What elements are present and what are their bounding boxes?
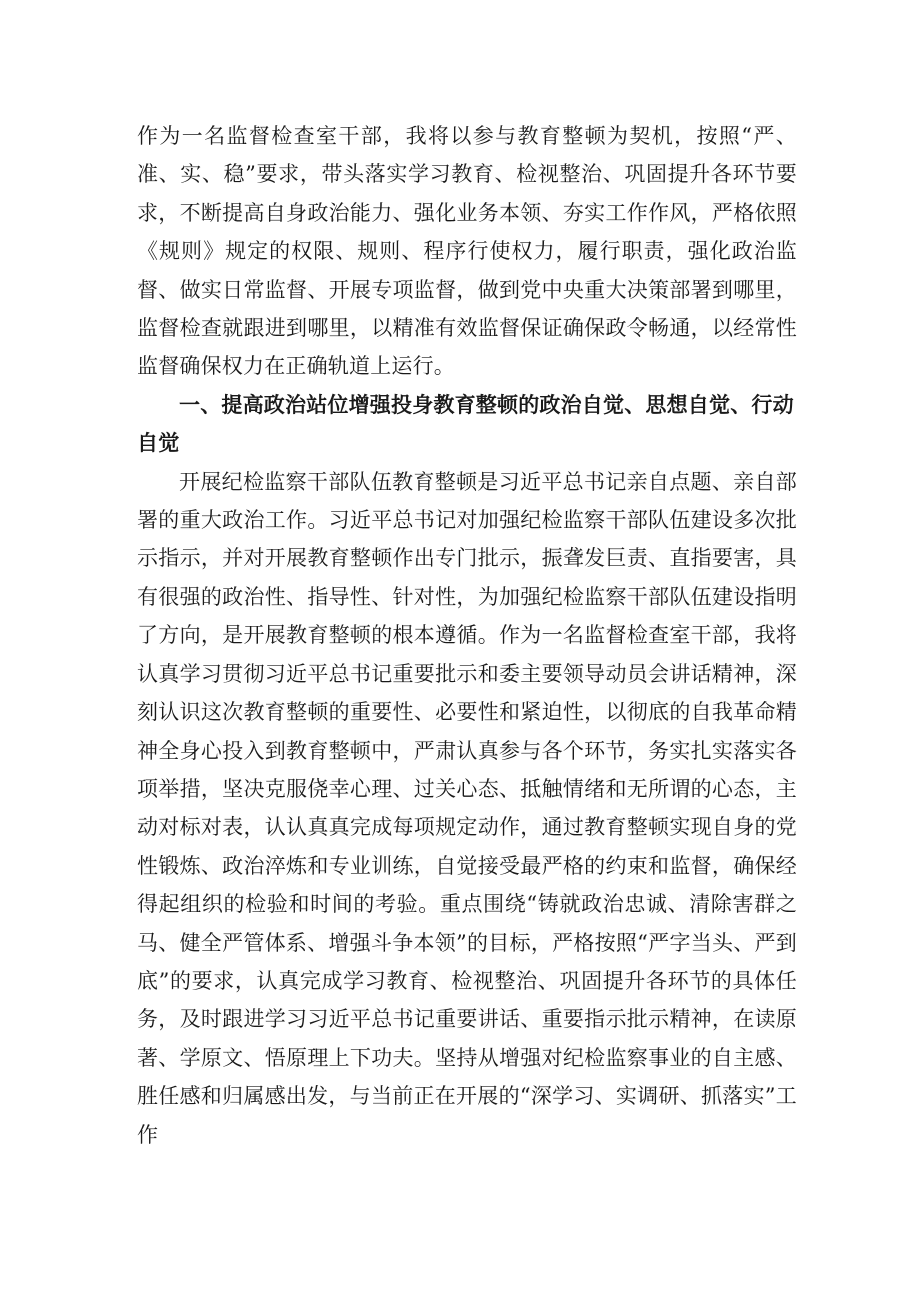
intro-paragraph: 作为一名监督检查室干部，我将以参与教育整顿为契机，按照“严、准、实、稳”要求，带头落实学习教育、检视整治、巩固提升各环节要求，不断提高自身政治能力、强化业务本领、夯实工作作风，严格依照《规则》规定的权限、规则、程序行使权力，履行职责，强化政治监督、做实日常监督、开展专项监督，做到党中央重大决策部署到哪里，监督检查就跟进到哪里，以精准有效监督保证确保政令畅通，以经常性监督确保权力在正确轨道上运行。 bbox=[137, 124, 797, 379]
document-body bbox=[137, 117, 797, 1154]
section-heading: 一、提高政治站位增强投身教育整顿的政治自觉、思想自觉、行动自觉 bbox=[137, 392, 794, 456]
body-paragraph: 开展纪检监察干部队伍教育整顿是习近平总书记亲自点题、亲自部署的重大政治工作。习近平总书记对加强纪检监察干部队伍建设多次批示指示，并对开展教育整顿作出专门批示，振聋发巨责、直指要害，具有很强的政治性、指导性、针对性，为加强纪检监察干部队伍建设指明了方向，是开展教育整顿的根本遵循。作为一名监督检查室干部，我将认真学习贯彻习近平总书记重要批示和委主要领导动员会讲话精神，深刻认识这次教育整顿的重要性、必要性和紧迫性，以彻底的自我革命精神全身心投入到教育整顿中，严肃认真参与各个环节，务实扎实落实各项举措，坚决克服侥幸心理、过关心态、抵触情绪和无所谓的心态，主动对标对表，认认真真完成每项规定动作，通过教育整顿实现自身的党性锻炼、政治淬炼和专业训练，自觉接受最严格的约束和监督，确保经得起组织的检验和时间的考验。重点围绕“铸就政治忠诚、清除害群之马、健全严管体系、增强斗争本领”的目标，严格按照“严字当头、严到底”的要求，认真完成学习教育、检视整治、巩固提升各环节的具体任务，及时跟进学习习近平总书记重要讲话、重要指示批示精神，在读原著、学原文、悟原理上下功夫。坚持从增强对纪检监察事业的自主感、胜任感和归属感出发，与当前正在开展的“深学习、实调研、抓落实”工作 bbox=[137, 469, 797, 1147]
